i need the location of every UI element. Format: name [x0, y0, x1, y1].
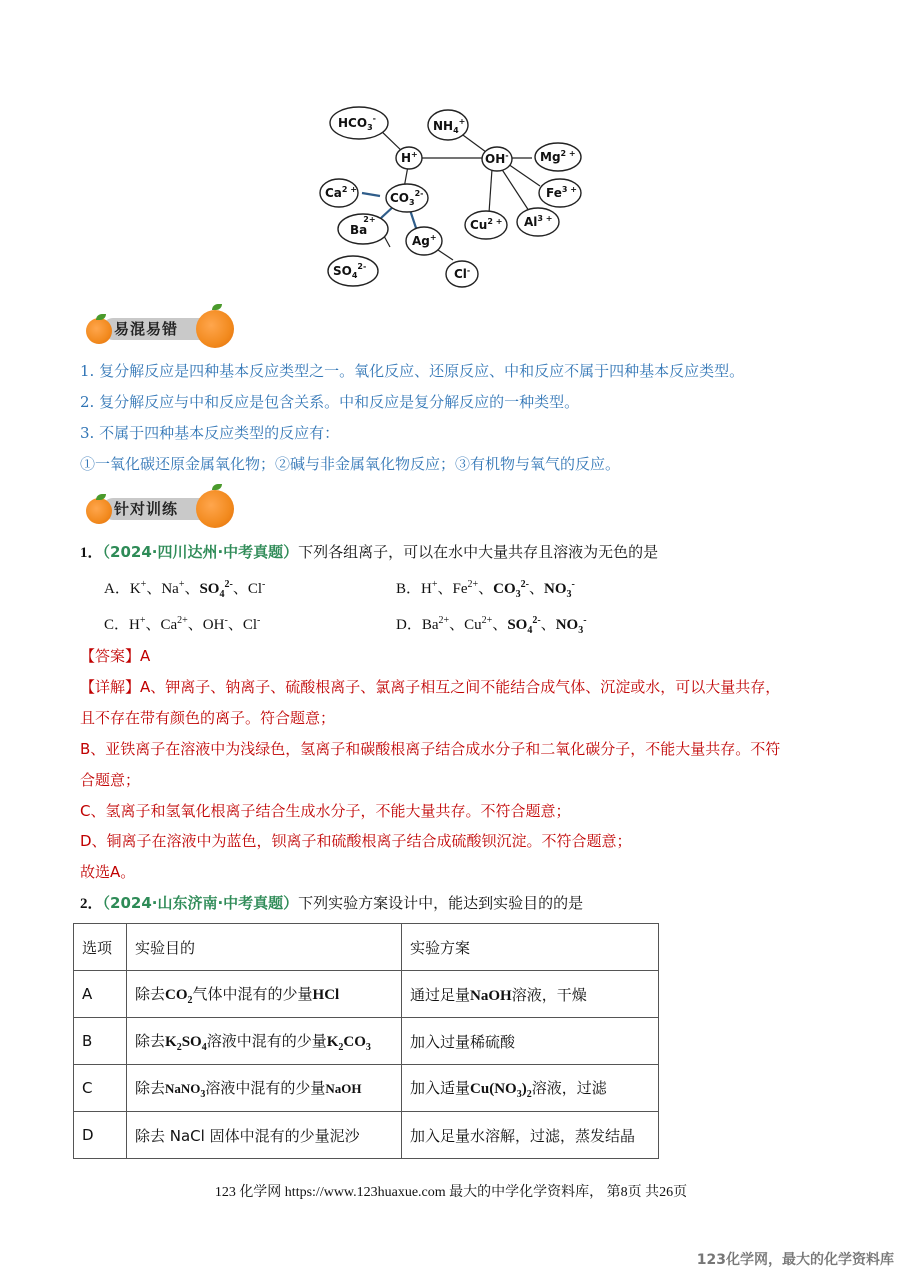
- label-mg: Mg: [540, 150, 561, 164]
- section-title: 针对训练: [114, 500, 179, 518]
- label-h: H: [401, 151, 412, 165]
- edge: [362, 193, 380, 196]
- detail-line: C、氢离子和氢氧化根离子结合生成水分子，不能大量共存。不符合题意；: [80, 802, 571, 820]
- table-header-row: [74, 924, 659, 971]
- table-row: [74, 1018, 659, 1065]
- table-cell-option: B: [74, 1018, 127, 1065]
- question-source: （2024·山东济南·中考真题）: [102, 894, 299, 912]
- table-cell-goal: 除去NaNO$_3$溶液中混有的少量NaOH: [127, 1065, 402, 1112]
- orange-icon: [86, 318, 112, 344]
- orange-icon: [196, 310, 234, 348]
- svg-text:Ag+: Ag+: [412, 233, 437, 248]
- svg-text:Fe3 +: $Fe^{3 +}$: [546, 185, 577, 200]
- table-cell-goal: 除去$K_2SO_4$溶液中混有的少量$K_2CO_3$: [127, 1018, 402, 1065]
- answer: 【答案】A: [80, 647, 151, 665]
- option-c: C．H+、$Ca^{2+}$、OH-、Cl-: [104, 615, 261, 633]
- svg-text:HCO3-: $HCO_3^-$: [338, 114, 376, 132]
- table-row: [74, 971, 659, 1018]
- table-cell-goal: 除去$CO_2$气体中混有的少量HCl: [127, 971, 402, 1018]
- table-header: 实验方案: [402, 924, 659, 971]
- svg-text:Cl-: Cl-: [454, 266, 471, 281]
- label-co3: CO: [390, 191, 410, 205]
- section-title: 易混易错: [114, 320, 179, 338]
- detail-line: 且不存在带有颜色的离子。符合题意；: [80, 709, 336, 727]
- label-hco3: HCO: [338, 116, 368, 130]
- detail-line: 故选A。: [80, 863, 136, 881]
- option-b: B．H+、$Fe^{2+}$、$CO_3^{2-}$、$NO_3^-$: [396, 579, 575, 600]
- svg-text:H+: H+: [401, 150, 418, 165]
- table-cell-option: D: [74, 1112, 127, 1159]
- tip-item: 3. 不属于四种基本反应类型的反应有：: [80, 424, 340, 442]
- detail-line: 【详解】A、钾离子、钠离子、硫酸根离子、氯离子相互之间不能结合成气体、沉淀或水，可以大量共存，: [80, 678, 781, 696]
- table-cell-plan: 加入足量水溶解，过滤，蒸发结晶: [402, 1112, 659, 1159]
- svg-text:Ca2 +: $Ca^{2 +}$: [325, 185, 357, 200]
- detail-line: D、铜离子在溶液中为蓝色，钡离子和硫酸根离子结合成硫酸钡沉淀。不符合题意；: [80, 832, 632, 850]
- svg-text:Mg2 +: $Mg^{2 +}$: [540, 149, 576, 164]
- label-fe: Fe: [546, 186, 562, 200]
- ion-reaction-diagram: [318, 100, 598, 295]
- detail-line: B、亚铁离子在溶液中为浅绿色，氢离子和碳酸根离子结合成水分子和二氧化碳分子，不能大量共存。不符: [80, 740, 781, 758]
- section-badge-practice: [84, 488, 236, 528]
- table-cell-option: A: [74, 971, 127, 1018]
- leaf-icon: [212, 304, 222, 310]
- watermark: 123化学网，最大的化学资料库: [696, 1252, 894, 1268]
- orange-icon: [86, 498, 112, 524]
- table-header: 选项: [74, 924, 127, 971]
- experiment-table: [73, 923, 659, 1159]
- label-nh4: NH: [433, 119, 454, 133]
- svg-text:Ba2+: Ba2+: [350, 215, 376, 237]
- option-d: D．$Ba^{2+}$、$Cu^{2+}$、$SO_4^{2-}$、$NO_3^-$: [396, 615, 587, 636]
- svg-text:OH-: OH-: [485, 151, 509, 166]
- svg-text:CO32-: $CO_3^{2-}$: [390, 189, 424, 207]
- page-footer: 123 化学网 https://www.123huaxue.com 最大的中学化学资料库， 第8页 共26页: [214, 1185, 688, 1200]
- table-cell-plan: 加入适量$Cu(NO_3)_2$溶液，过滤: [402, 1065, 659, 1112]
- table-row: [74, 1065, 659, 1112]
- question-source: （2024·四川达州·中考真题）: [102, 543, 299, 561]
- label-ca: Ca: [325, 186, 342, 200]
- edge: [489, 169, 492, 213]
- table-header: 实验目的: [127, 924, 402, 971]
- svg-text:Al3 +: $Al^{3 +}$: [524, 214, 553, 229]
- svg-text:NH4+: $NH_4^+$: [433, 117, 466, 135]
- question-1-stem: 1．（2024·四川达州·中考真题）下列各组离子，可以在水中大量共存且溶液为无色的是: [80, 543, 659, 561]
- label-so4: SO: [333, 264, 352, 278]
- edge: [508, 164, 540, 186]
- table-row: [74, 1112, 659, 1159]
- table-cell-option: C: [74, 1065, 127, 1112]
- option-a: A．K+、Na+、$SO_4^{2-}$、Cl-: [104, 579, 266, 600]
- label-oh: OH: [485, 152, 506, 166]
- tip-item: ①一氧化碳还原金属氧化物；②碱与非金属氧化物反应；③有机物与氧气的反应。: [80, 455, 621, 473]
- tip-item: 2. 复分解反应与中和反应是包含关系。中和反应是复分解反应的一种类型。: [80, 393, 580, 411]
- svg-text:Cu2 +: $Cu^{2 +}$: [470, 217, 503, 232]
- label-ba: Ba: [350, 223, 368, 237]
- orange-icon: [196, 490, 234, 528]
- tip-item: 1. 复分解反应是四种基本反应类型之一。氧化反应、还原反应、中和反应不属于四种基本反应类型。: [80, 362, 745, 380]
- label-ag: Ag: [412, 234, 430, 248]
- leaf-icon: [212, 484, 222, 490]
- question-2-stem: 2．（2024·山东济南·中考真题）下列实验方案设计中，能达到实验目的的是: [80, 894, 584, 912]
- table-cell-goal: 除去 NaCl 固体中混有的少量泥沙: [127, 1112, 402, 1159]
- edge: [501, 168, 531, 214]
- table-cell-plan: 加入过量稀硫酸: [402, 1018, 659, 1065]
- edge: [384, 236, 390, 247]
- svg-text:SO42-: $SO_4^{2-}$: [333, 262, 367, 280]
- label-cl: Cl: [454, 267, 467, 281]
- label-cu: Cu: [470, 218, 488, 232]
- detail-line: 合题意；: [80, 771, 141, 789]
- section-badge-confusing: [84, 308, 236, 348]
- label-al: Al: [524, 215, 538, 229]
- edge: [410, 210, 416, 228]
- table-cell-plan: 通过足量NaOH溶液，干燥: [402, 971, 659, 1018]
